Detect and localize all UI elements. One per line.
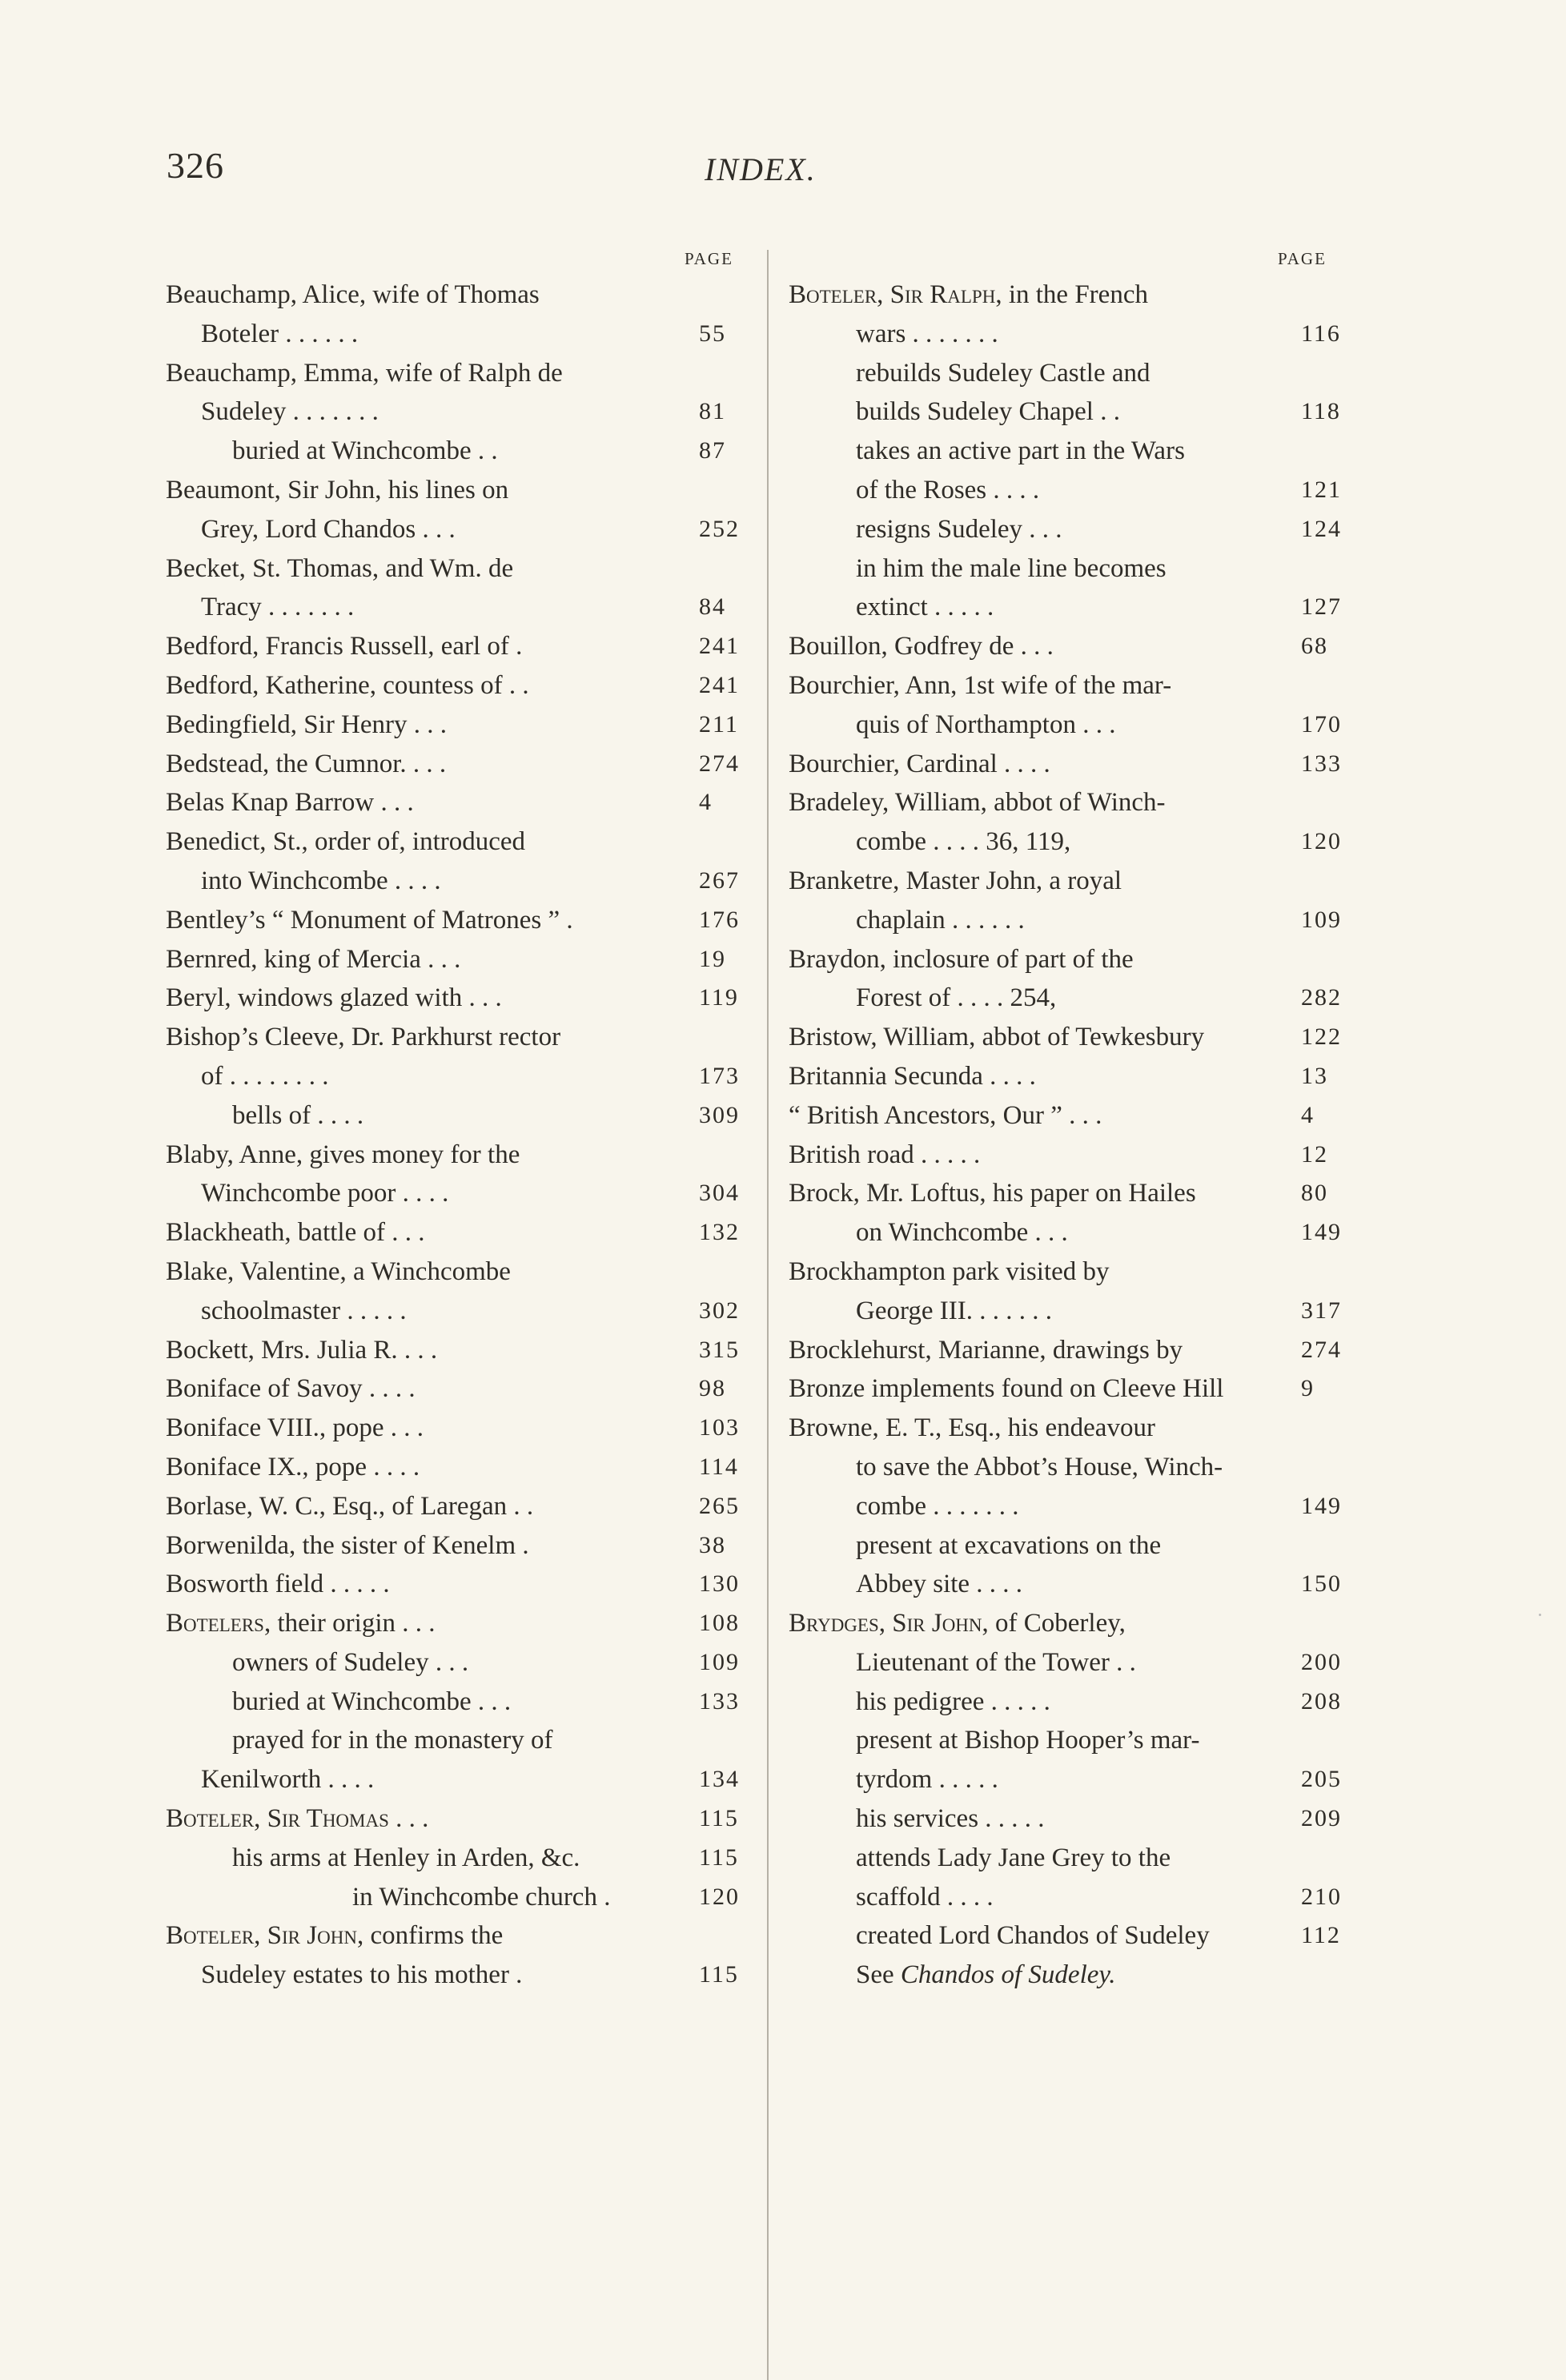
right-index-entry [789,783,1365,822]
left-index-entry [166,1252,758,1292]
entry-page-number: 38 [699,1531,726,1558]
left-index-entry [166,1448,758,1487]
entry-page-number: 124 [1301,515,1342,542]
entry-text: resigns Sudeley . . . [856,514,1062,544]
left-index-entry [166,588,758,627]
entry-text: Brydges, Sir John, of Coberley, [789,1609,1126,1638]
right-index-entry [789,1760,1365,1799]
entry-text: present at excavations on the [856,1530,1162,1560]
entry-page-number: 115 [699,1843,739,1871]
left-index-entry [166,1057,758,1096]
right-index-entry [789,432,1365,471]
entry-text: his services . . . . . [856,1804,1045,1834]
entry-text: Winchcombe poor . . . . [201,1179,449,1208]
right-index-entry [789,315,1365,354]
right-index-entry [789,1839,1365,1878]
entry-text: Bouillon, Godfrey de . . . [789,632,1054,661]
left-index-entry [166,1292,758,1331]
left-index-entry [166,471,758,510]
left-index-entry [166,1682,758,1722]
right-index-entry [789,862,1365,901]
entry-text: combe . . . . . . . [856,1491,1019,1521]
right-index-entry [789,392,1365,432]
left-index-entry [166,1916,758,1956]
entry-text: combe . . . . 36, 119, [856,827,1071,857]
entry-text: to save the Abbot’s House, Winch- [856,1452,1223,1481]
entry-text: Bedingfield, Sir Henry . . . [166,710,448,739]
right-index-entry [789,940,1365,979]
left-index-entry [166,354,758,393]
entry-page-number: 170 [1301,710,1342,738]
entry-text: in him the male line becomes [856,553,1166,583]
entry-page-number: 9 [1301,1375,1315,1402]
entry-text: on Winchcombe . . . [856,1218,1068,1248]
entry-text: wars . . . . . . . [856,319,998,348]
right-index-entry [789,1721,1365,1760]
entry-page-number: 120 [1301,828,1342,855]
entry-text: Grey, Lord Chandos . . . [201,514,456,544]
entry-text: Boteler, Sir Ralph, in the French [789,280,1148,309]
entry-page-number: 205 [1301,1766,1342,1793]
left-index-entry [166,862,758,901]
entry-text: Bristow, William, abbot of Tewkesbury [789,1023,1205,1052]
entry-page-number: 200 [1301,1648,1342,1675]
entry-text: Bedstead, the Cumnor. . . . [166,749,447,778]
entry-text: prayed for in the monastery of [232,1726,553,1755]
entry-text: Bosworth field . . . . . [166,1570,390,1599]
left-index-entry [166,1369,758,1409]
entry-text: Boniface of Savoy . . . . [166,1374,416,1404]
left-index-entry [166,315,758,354]
left-index-entry [166,1331,758,1370]
right-index-entry [789,706,1365,745]
right-index-entry [789,471,1365,510]
left-index-entry [166,1409,758,1448]
right-entries [789,275,1365,1995]
entry-text: Borwenilda, the sister of Kenelm . [166,1530,529,1560]
entry-text: Belas Knap Barrow . . . [166,788,414,818]
entry-page-number: 282 [1301,984,1342,1011]
entry-page-number: 68 [1301,633,1328,660]
entry-text: Brockhampton park visited by [789,1256,1110,1286]
entry-text: of . . . . . . . . [201,1061,329,1091]
entry-page-number: 211 [699,710,739,738]
entry-page-number: 302 [699,1297,740,1324]
left-index-entry [166,783,758,822]
entry-text: Beauchamp, Emma, wife of Ralph de [166,358,563,388]
right-index-entry [789,1682,1365,1722]
entry-page-number: 173 [699,1062,740,1089]
entry-page-number: 4 [699,789,713,816]
right-index-entry [789,901,1365,940]
entry-page-number: 115 [699,1961,739,1988]
entry-page-number: 114 [699,1453,739,1480]
entry-text: tyrdom . . . . . [856,1765,998,1795]
right-index-entry [789,1799,1365,1839]
column-divider [767,250,769,2380]
entry-text: Benedict, St., order of, introduced [166,827,526,857]
entry-text: Becket, St. Thomas, and Wm. de [166,553,514,583]
left-index-entry [166,1487,758,1526]
entry-page-number: 208 [1301,1687,1342,1715]
entry-text: created Lord Chandos of Sudeley [856,1921,1210,1951]
entry-page-number: 108 [699,1610,740,1637]
right-index-entry [789,1448,1365,1487]
entry-text: Bockett, Mrs. Julia R. . . . [166,1335,438,1365]
entry-text: British road . . . . . [789,1140,981,1169]
entry-text: Bradeley, William, abbot of Winch- [789,788,1166,818]
left-page-label: PAGE [685,249,733,268]
entry-text: Braydon, inclosure of part of the [789,944,1134,974]
entry-page-number: 150 [1301,1570,1342,1598]
right-index-entry [789,510,1365,549]
right-index-entry [789,1369,1365,1409]
entry-text: Blackheath, battle of . . . [166,1218,425,1248]
left-index-entry [166,1526,758,1566]
right-index-entry [789,1643,1365,1682]
entry-page-number: 4 [1301,1101,1315,1128]
entry-text: attends Lady Jane Grey to the [856,1843,1171,1872]
entry-page-number: 309 [699,1101,740,1128]
entry-page-number: 133 [1301,750,1342,777]
left-index-entry [166,745,758,784]
entry-page-number: 112 [1301,1922,1341,1949]
entry-text: bells of . . . . [232,1100,364,1130]
entry-page-number: 109 [1301,906,1342,933]
entry-page-number: 120 [699,1883,740,1910]
entry-text: of the Roses . . . . [856,475,1040,505]
left-index-entry [166,706,758,745]
entry-page-number: 103 [699,1414,740,1441]
entry-text: Sudeley estates to his mother . [201,1960,523,1990]
entry-text: Brock, Mr. Loftus, his paper on Hailes [789,1179,1196,1208]
entry-text: buried at Winchcombe . . [232,436,498,466]
left-index-entry [166,1878,758,1917]
right-index-entry [789,1487,1365,1526]
entry-text: scaffold . . . . [856,1882,994,1912]
entry-text: Bentley’s “ Monument of Matrones ” . [166,905,573,935]
entry-text: Boniface IX., pope . . . . [166,1452,420,1481]
entry-text: buried at Winchcombe . . . [232,1687,512,1716]
entry-text: his arms at Henley in Arden, &c. [232,1843,580,1872]
left-index-entry [166,1721,758,1760]
left-index-entry [166,1018,758,1057]
entry-text: extinct . . . . . [856,593,994,622]
entry-text: George III. . . . . . . [856,1296,1052,1325]
entry-page-number: 149 [1301,1219,1342,1246]
left-index-entry [166,1096,758,1136]
left-index-entry [166,822,758,862]
entry-page-number: 252 [699,515,740,542]
entry-page-number: 109 [699,1648,740,1675]
entry-page-number: 210 [1301,1883,1342,1910]
right-index-entry [789,1136,1365,1175]
right-index-entry [789,1878,1365,1917]
right-index-entry [789,1331,1365,1370]
left-index-entry [166,1839,758,1878]
entry-text: Tracy . . . . . . . [201,593,355,622]
entry-text: “ British Ancestors, Our ” . . . [789,1100,1102,1130]
entry-page-number: 116 [1301,320,1341,347]
left-index-entry [166,1760,758,1799]
entry-text: Lieutenant of the Tower . . [856,1647,1136,1677]
entry-page-number: 176 [699,906,740,933]
entry-page-number: 81 [699,398,726,425]
entry-text: Boteler, Sir Thomas . . . [166,1804,429,1834]
entry-text: Blake, Valentine, a Winchcombe [166,1256,511,1286]
right-index-entry [789,354,1365,393]
right-index-entry [789,1565,1365,1604]
entry-text: Botelers, their origin . . . [166,1609,436,1638]
right-index-entry [789,1604,1365,1643]
left-index-entry [166,1174,758,1213]
left-column [166,242,758,1995]
entry-page-number: 119 [699,984,739,1011]
entry-page-number: 265 [699,1492,740,1519]
right-index-entry [789,1096,1365,1136]
right-index-entry [789,666,1365,706]
entry-text: quis of Northampton . . . [856,710,1116,739]
right-index-entry [789,275,1365,315]
left-index-entry [166,627,758,666]
left-index-entry [166,901,758,940]
right-index-entry [789,822,1365,862]
entry-page-number: 98 [699,1375,726,1402]
entry-text: his pedigree . . . . . [856,1687,1050,1716]
right-column [789,242,1365,1995]
entry-page-number: 13 [1301,1062,1328,1089]
left-index-entry [166,432,758,471]
left-index-entry [166,392,758,432]
entry-page-number: 134 [699,1766,740,1793]
left-index-entry [166,1136,758,1175]
right-page-label: PAGE [1278,249,1327,268]
left-index-entry [166,1604,758,1643]
entry-page-number: 149 [1301,1492,1342,1519]
entry-text: Bedford, Katherine, countess of . . [166,670,529,700]
entry-page-number: 84 [699,593,726,621]
right-index-entry [789,1409,1365,1448]
entry-text: Boniface VIII., pope . . . [166,1413,424,1443]
entry-text: Beaumont, Sir John, his lines on [166,475,509,505]
entry-page-number: 304 [699,1180,740,1207]
right-index-entry [789,1956,1365,1995]
entry-page-number: 267 [699,866,740,894]
right-index-entry [789,1252,1365,1292]
left-index-entry [166,1799,758,1839]
entry-page-number: 12 [1301,1140,1328,1168]
entry-text: Kenilworth . . . . [201,1765,375,1795]
right-index-entry [789,1057,1365,1096]
entry-text: Forest of . . . . 254, [856,983,1057,1013]
entry-text: Browne, E. T., Esq., his endeavour [789,1413,1155,1443]
entry-page-number: 133 [699,1687,740,1715]
entry-text: Branketre, Master John, a royal [789,866,1122,895]
entry-text: in Winchcombe church . [352,1882,611,1912]
entry-text: takes an active part in the Wars [856,436,1185,466]
right-index-entry [789,627,1365,666]
right-index-entry [789,1174,1365,1213]
speck-mark [1539,1614,1541,1616]
entry-text: Boteler, Sir John, confirms the [166,1921,504,1951]
right-index-entry [789,588,1365,627]
entry-text: Boteler . . . . . . [201,319,359,348]
entry-page-number: 19 [699,945,726,972]
entry-page-number: 317 [1301,1297,1342,1324]
entry-text: rebuilds Sudeley Castle and [856,358,1150,388]
running-head: INDEX. [705,151,817,187]
left-index-entry [166,1565,758,1604]
right-index-entry [789,979,1365,1018]
entry-text: Beauchamp, Alice, wife of Thomas [166,280,540,309]
entry-page-number: 127 [1301,593,1342,621]
entry-page-number: 87 [699,437,726,464]
entry-text: owners of Sudeley . . . [232,1647,469,1677]
right-index-entry [789,1292,1365,1331]
left-index-entry [166,979,758,1018]
entry-text: Bronze implements found on Cleeve Hill [789,1374,1224,1404]
entry-text: Bishop’s Cleeve, Dr. Parkhurst rector [166,1023,561,1052]
entry-text: into Winchcombe . . . . [201,866,441,895]
left-index-entry [166,1643,758,1682]
entry-page-number: 55 [699,320,726,347]
entry-text: schoolmaster . . . . . [201,1296,407,1325]
entry-page-number: 315 [699,1336,740,1363]
entry-text: Britannia Secunda . . . . [789,1061,1036,1091]
entry-page-number: 121 [1301,476,1342,503]
entry-text: Sudeley . . . . . . . [201,397,379,427]
entry-text: Brocklehurst, Marianne, drawings by [789,1335,1183,1365]
right-index-entry [789,549,1365,589]
entry-page-number: 122 [1301,1023,1342,1051]
entry-text: Abbey site . . . . [856,1570,1023,1599]
left-index-entry [166,275,758,315]
entry-text: See Chandos of Sudeley. [856,1960,1116,1990]
right-index-entry [789,1526,1365,1566]
right-index-entry [789,1213,1365,1252]
entry-text: Bernred, king of Mercia . . . [166,944,461,974]
entry-page-number: 241 [699,633,740,660]
entry-text: Beryl, windows glazed with . . . [166,983,502,1013]
right-index-entry [789,1916,1365,1956]
entry-text: builds Sudeley Chapel . . [856,397,1120,427]
entry-text: Borlase, W. C., Esq., of Laregan . . [166,1491,534,1521]
entry-page-number: 115 [699,1805,739,1832]
right-index-entry [789,1018,1365,1057]
entry-page-number: 80 [1301,1180,1328,1207]
entry-text: Bedford, Francis Russell, earl of . [166,632,523,661]
entry-page-number: 274 [1301,1336,1342,1363]
right-index-entry [789,745,1365,784]
left-entries [166,275,758,1995]
entry-page-number: 274 [699,750,740,777]
left-index-entry [166,1956,758,1995]
entry-page-number: 241 [699,671,740,698]
left-index-entry [166,510,758,549]
entry-page-number: 209 [1301,1805,1342,1832]
entry-text: chaplain . . . . . . [856,905,1025,935]
left-index-entry [166,940,758,979]
left-index-entry [166,549,758,589]
entry-text: Blaby, Anne, gives money for the [166,1140,520,1169]
left-index-entry [166,666,758,706]
left-index-entry [166,1213,758,1252]
entry-page-number: 130 [699,1570,740,1598]
entry-text: Bourchier, Ann, 1st wife of the mar- [789,670,1172,700]
entry-page-number: 118 [1301,398,1341,425]
entry-page-number: 132 [699,1219,740,1246]
page-number: 326 [167,145,224,186]
entry-text: present at Bishop Hooper’s mar- [856,1726,1200,1755]
entry-text: Bourchier, Cardinal . . . . [789,749,1050,778]
